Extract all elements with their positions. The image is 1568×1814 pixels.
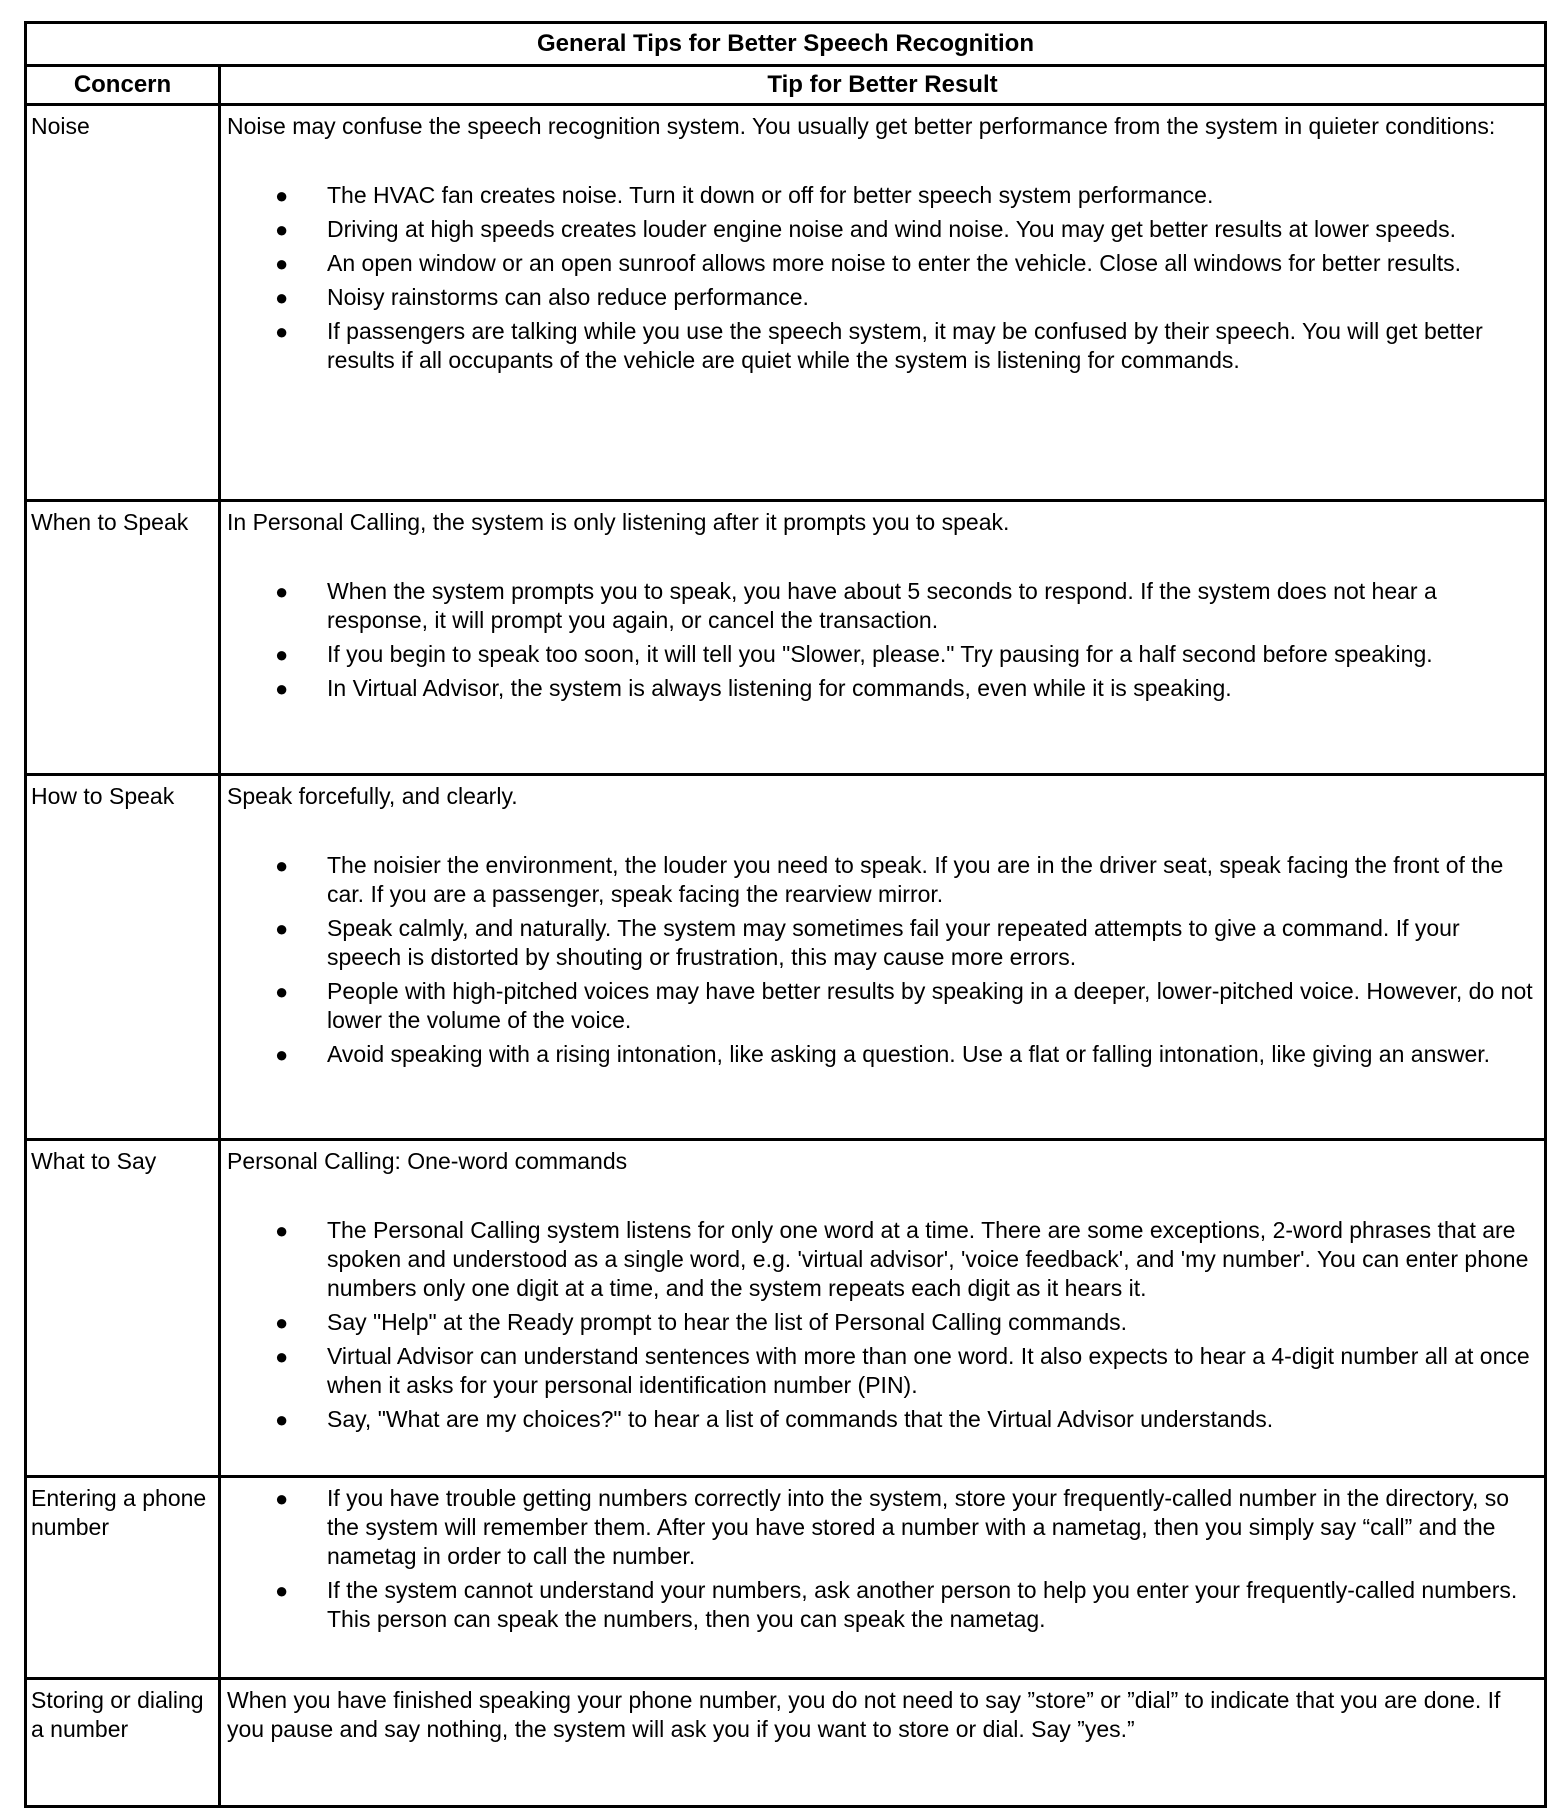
bullet-icon: ● [275,979,289,1004]
tip-bullet-item [227,181,1538,210]
tip-bullet-list [227,577,1538,703]
bullet-icon: ● [275,251,289,276]
tip-bullet-text: The Personal Calling system listens for only one word at a time. There are some exceptions, 2-word phrases that are spoken and understood as a single word, e.g. 'virtual advisor', 'voice feedback', and 'my number'. You can enter phone numbers only one digit at a time, and the system repeats each digit as it hears it. [327,1217,1529,1301]
concern-label: Storing or dialing a number [31,1687,204,1742]
table-title-row [26,23,1546,66]
tip-bullet-text: People with high-pitched voices may have better results by speaking in a deeper, lower-pitched voice. However, do not lower the volume of the voice. [327,978,1533,1033]
bullet-icon: ● [275,1407,289,1432]
bullet-icon: ● [275,1486,289,1511]
tip-bullet-text: Say "Help" at the Ready prompt to hear the list of Personal Calling commands. [327,1309,1128,1335]
tip-bullet-item [227,1484,1538,1571]
bullet-icon: ● [275,579,289,604]
table-row [26,775,1546,1140]
table-title: General Tips for Better Speech Recognition [26,23,1546,66]
table-row [26,105,1546,501]
tip-bullet-text: Driving at high speeds creates louder engine noise and wind noise. You may get better results at lower speeds. [327,216,1456,242]
tip-bullet-item [227,1405,1538,1434]
tip-bullet-item [227,577,1538,635]
tip-bullet-text: Avoid speaking with a rising intonation, like asking a question. Use a flat or falling intonation, like giving an answer. [327,1041,1491,1067]
concern-label: Entering a phone number [31,1485,207,1540]
tip-bullet-text: If passengers are talking while you use the speech system, it may be confused by their speech. You will get better results if all occupants of the vehicle are quiet while the system is listening for commands. [327,318,1483,373]
tip-bullet-item [227,914,1538,972]
tip-cell [220,1140,1546,1477]
tip-cell [220,775,1546,1140]
tip-bullet-text: If you begin to speak too soon, it will tell you "Slower, please." Try pausing for a half second before speaking. [327,641,1433,667]
tip-bullet-item [227,851,1538,909]
bullet-icon: ● [275,916,289,941]
tip-bullet-text: In Virtual Advisor, the system is always listening for commands, even while it is speaking. [327,675,1232,701]
spacer [227,1176,1538,1216]
tip-bullet-list [227,1484,1538,1634]
tip-bullet-list [227,1216,1538,1434]
concern-cell [26,775,220,1140]
spacer [227,811,1538,851]
tip-cell [220,1679,1546,1807]
tip-bullet-item [227,674,1538,703]
header-concern: Concern [26,66,220,105]
bullet-icon: ● [275,183,289,208]
tip-cell [220,501,1546,775]
header-tip: Tip for Better Result [220,66,1546,105]
tip-bullet-item [227,1216,1538,1303]
tip-bullet-text: The HVAC fan creates noise. Turn it down or off for better speech system performance. [327,182,1214,208]
tip-bullet-text: When the system prompts you to speak, you have about 5 seconds to respond. If the system does not hear a response, it will prompt you again, or cancel the transaction. [327,578,1437,633]
bullet-icon: ● [275,217,289,242]
tip-bullet-item [227,1342,1538,1400]
bullet-icon: ● [275,676,289,701]
concern-label: Noise [31,113,90,139]
bullet-icon: ● [275,285,289,310]
tip-bullet-item [227,249,1538,278]
speech-tips-table [24,21,1547,1808]
table-body [26,105,1546,1807]
concern-cell [26,1679,220,1807]
tip-bullet-text: If you have trouble getting numbers correctly into the system, store your frequently-called number in the directory, so the system will remember them. After you have stored a number with a nametag, then you simply say “call” and the nametag in order to call the number. [327,1485,1510,1569]
tip-bullet-list [227,181,1538,375]
bullet-icon: ● [275,1218,289,1243]
table-row [26,501,1546,775]
tip-bullet-text: Virtual Advisor can understand sentences with more than one word. It also expects to hear a 4-digit number all at once when it asks for your personal identification number (PIN). [327,1343,1530,1398]
tip-bullet-text: Say, "What are my choices?" to hear a list of commands that the Virtual Advisor understands. [327,1406,1274,1432]
tip-bullet-text: Noisy rainstorms can also reduce performance. [327,284,809,310]
tip-intro: In Personal Calling, the system is only listening after it prompts you to speak. [227,509,1010,535]
concern-cell [26,105,220,501]
table-row [26,1477,1546,1679]
table-row [26,1140,1546,1477]
bullet-icon: ● [275,642,289,667]
tip-bullet-item [227,640,1538,669]
tip-cell [220,1477,1546,1679]
tip-bullet-text: If the system cannot understand your numbers, ask another person to help you enter your frequently-called numbers. This person can speak the numbers, then you can speak the nametag. [327,1577,1518,1632]
tip-bullet-item [227,1308,1538,1337]
tip-bullet-text: The noisier the environment, the louder you need to speak. If you are in the driver seat, speak facing the front of the car. If you are a passenger, speak facing the rearview mirror. [327,852,1504,907]
tip-bullet-item [227,1040,1538,1069]
concern-cell [26,1477,220,1679]
concern-label: When to Speak [31,509,189,535]
bullet-icon: ● [275,1042,289,1067]
concern-cell [26,501,220,775]
tip-intro: Noise may confuse the speech recognition system. You usually get better performance from the system in quieter conditions: [227,113,1496,139]
tip-bullet-item [227,215,1538,244]
spacer [227,537,1538,577]
tip-intro: Speak forcefully, and clearly. [227,783,518,809]
tip-bullet-item [227,283,1538,312]
concern-label: How to Speak [31,783,175,809]
concern-label: What to Say [31,1148,157,1174]
tip-bullet-text: An open window or an open sunroof allows more noise to enter the vehicle. Close all windows for better results. [327,250,1461,276]
bullet-icon: ● [275,853,289,878]
tip-intro: Personal Calling: One-word commands [227,1148,628,1174]
bullet-icon: ● [275,1310,289,1335]
tip-intro: When you have finished speaking your phone number, you do not need to say ”store” or ”dial” to indicate that you are done. If you pause and say nothing, the system will ask you if you want to store or dial. Say ”yes.” [227,1687,1501,1742]
tip-bullet-text: Speak calmly, and naturally. The system may sometimes fail your repeated attempts to give a command. If your speech is distorted by shouting or frustration, this may cause more errors. [327,915,1460,970]
tip-cell [220,105,1546,501]
spacer [227,141,1538,181]
table-header-row [26,66,1546,105]
tip-bullet-item [227,977,1538,1035]
tip-bullet-list [227,851,1538,1069]
tip-bullet-item [227,317,1538,375]
concern-cell [26,1140,220,1477]
table-row [26,1679,1546,1807]
bullet-icon: ● [275,1344,289,1369]
bullet-icon: ● [275,1578,289,1603]
tip-bullet-item [227,1576,1538,1634]
bullet-icon: ● [275,319,289,344]
